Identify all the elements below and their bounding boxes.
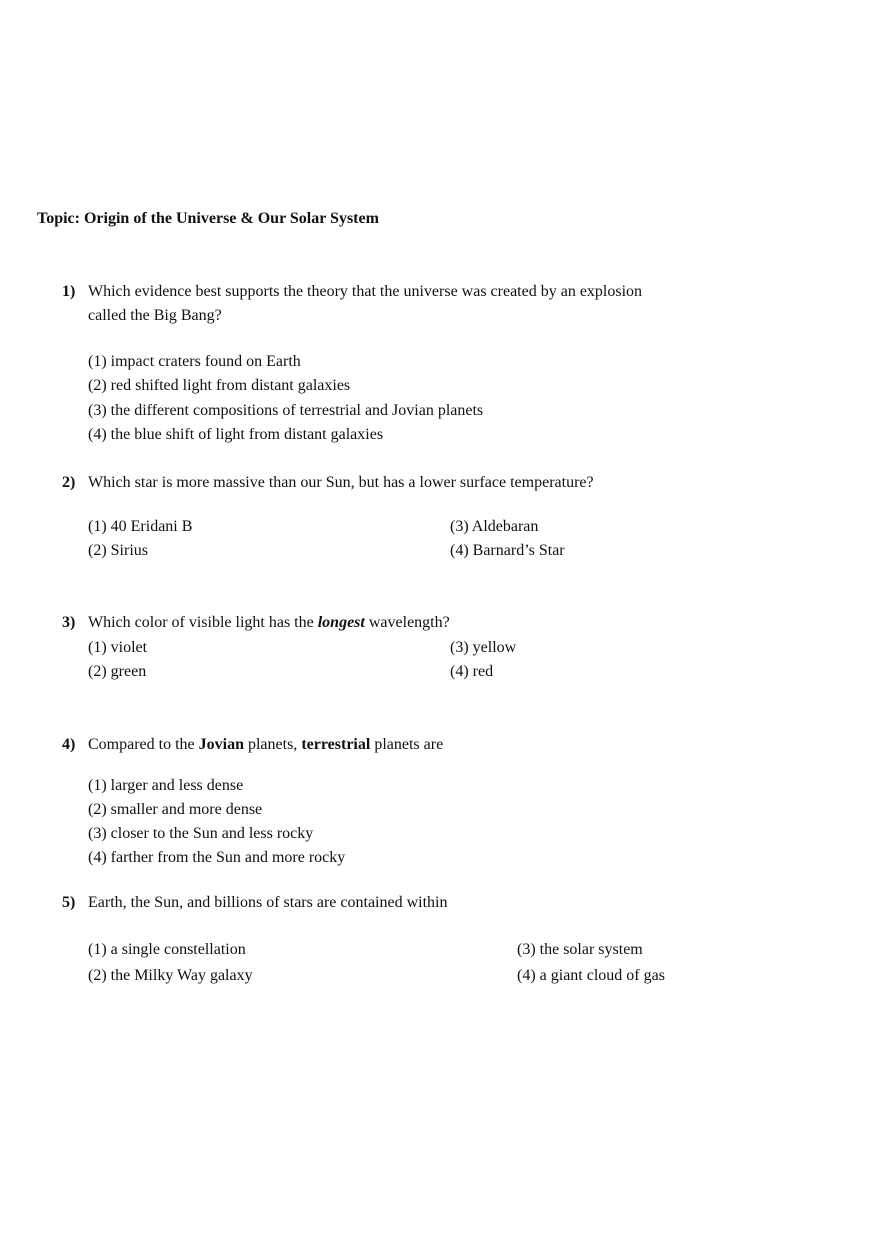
answer-choice: (1) a single constellation [88, 941, 246, 958]
answer-choice: (1) larger and less dense [88, 777, 244, 794]
answer-choice: (2) Sirius [88, 542, 148, 559]
answer-choice: (3) yellow [450, 639, 517, 656]
question-number: 2) [62, 474, 76, 491]
question-text: Which color of visible light has the longest wavelength? [88, 614, 450, 631]
answer-choice: (4) red [450, 663, 494, 680]
question-number: 4) [62, 736, 76, 753]
answer-choice: (4) Barnard’s Star [450, 542, 565, 559]
answer-choice: (2) the Milky Way galaxy [88, 967, 253, 984]
question-text-continued: called the Big Bang? [88, 307, 222, 324]
answer-choice: (1) 40 Eridani B [88, 518, 193, 535]
answer-choice: (4) farther from the Sun and more rocky [88, 849, 346, 866]
question-number: 1) [62, 283, 76, 300]
answer-choice: (3) Aldebaran [450, 518, 539, 535]
answer-choice: (3) closer to the Sun and less rocky [88, 825, 314, 842]
emphasis-word: Jovian [198, 736, 244, 753]
question-text: Which star is more massive than our Sun, but has a lower surface temperature? [88, 474, 594, 491]
emphasis-word: terrestrial [301, 736, 371, 753]
answer-choice: (4) the blue shift of light from distant galaxies [88, 426, 384, 443]
question-text: Earth, the Sun, and billions of stars are contained within [88, 894, 448, 911]
answer-choice: (2) red shifted light from distant galaxies [88, 377, 351, 394]
question-number: 3) [62, 614, 76, 631]
answer-choice: (2) smaller and more dense [88, 801, 263, 818]
answer-choice: (3) the solar system [517, 941, 643, 958]
emphasis-word: longest [317, 614, 365, 631]
answer-choice: (4) a giant cloud of gas [517, 967, 665, 984]
answer-choice: (2) green [88, 663, 147, 680]
answer-choice: (3) the different compositions of terrestrial and Jovian planets [88, 402, 484, 419]
question-number: 5) [62, 894, 76, 911]
topic-heading: Topic: Origin of the Universe & Our Solar System [37, 210, 379, 227]
question-text: Compared to the Jovian planets, terrestrial planets are [88, 736, 444, 753]
question-text: Which evidence best supports the theory that the universe was created by an explosion [88, 283, 643, 300]
answer-choice: (1) impact craters found on Earth [88, 353, 301, 370]
answer-choice: (1) violet [88, 639, 148, 656]
